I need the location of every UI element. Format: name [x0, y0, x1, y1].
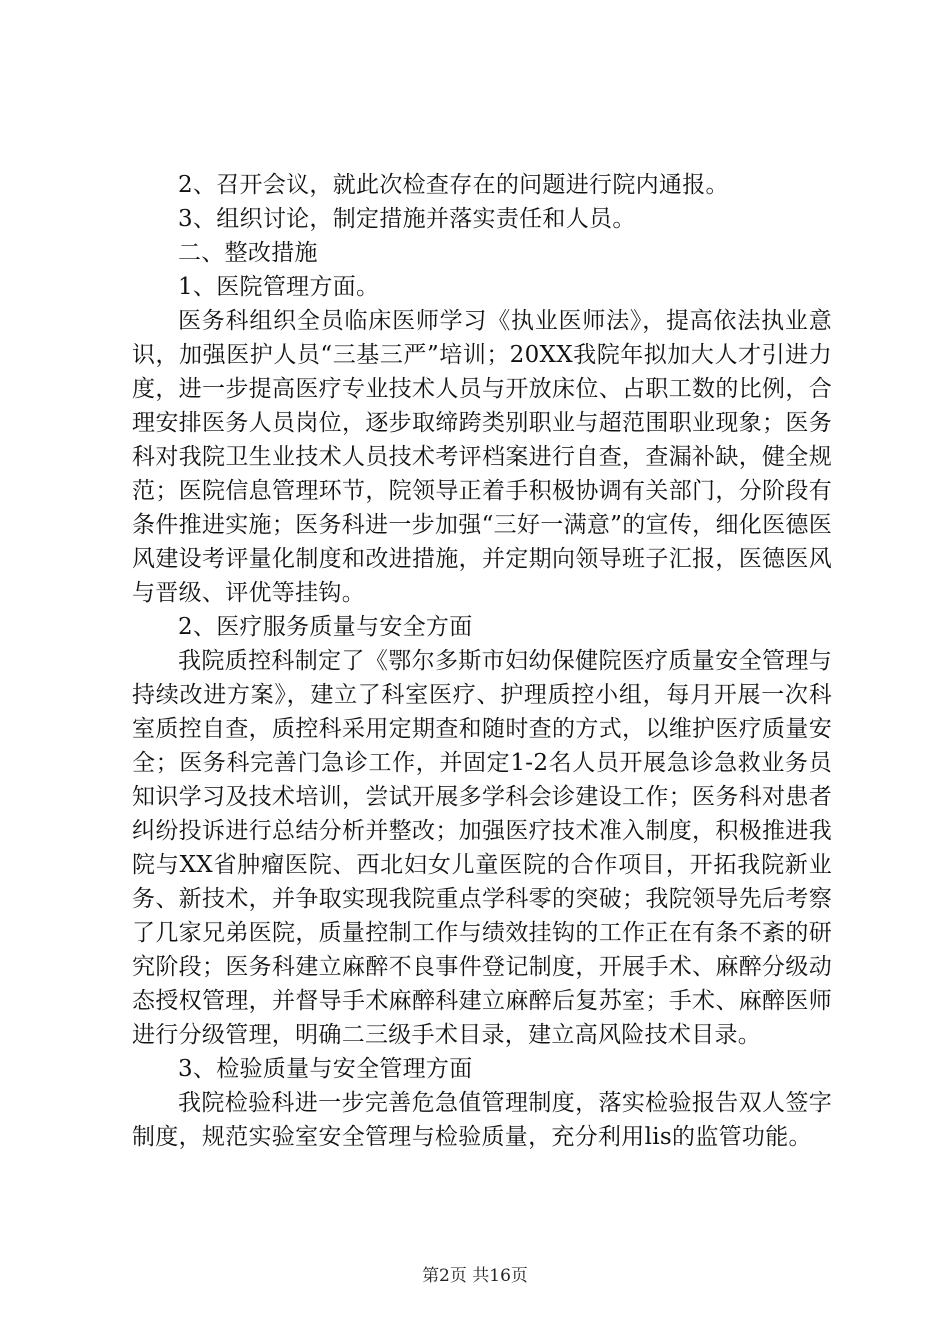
page-number-footer: 第2页 共16页	[422, 1266, 528, 1286]
subheading-medical-quality: 2、医疗服务质量与安全方面	[178, 614, 473, 640]
subheading-hospital-management: 1、医院管理方面。	[178, 274, 380, 300]
paragraph-hospital-management: 医务科组织全员临床医师学习《执业医师法》，提高依法执业意识，加强医护人员“三基三严”培训；20XX我院年拟加大人才引进力度，进一步提高医疗专业技术人员与开放床位、占职工数的比例，合理安排医务人员岗位，逐步取缔跨类别职业与超范围职业现象；医务科对我院卫生业技术人员技术考评档案进行自查，查漏补缺，健全规范；医院信息管理环节，院领导正着手积极协调有关部门，分阶段有条件推进实施；医务科进一步加强“三好一满意”的宣传，细化医德医风建设考评量化制度和改进措施，并定期向领导班子汇报，医德医风与晋级、评优等挂钩。	[132, 308, 832, 606]
paragraph-meeting: 2、召开会议，就此次检查存在的问题进行院内通报。	[178, 172, 729, 198]
paragraph-discussion: 3、组织讨论，制定措施并落实责任和人员。	[178, 206, 636, 232]
subheading-lab-quality: 3、检验质量与安全管理方面	[178, 1056, 473, 1082]
paragraph-medical-quality: 我院质控科制定了《鄂尔多斯市妇幼保健院医疗质量安全管理与持续改进方案》，建立了科室医疗、护理质控小组，每月开展一次科室质控自查，质控科采用定期查和随时查的方式，以维护医疗质量安全；医务科完善门急诊工作，并固定1-2名人员开展急诊急救业务员知识学习及技术培训，尝试开展多学科会诊建设工作；医务科对患者纠纷投诉进行总结分析并整改；加强医疗技术准入制度，积极推进我院与XX省肿瘤医院、西北妇女儿童医院的合作项目，开拓我院新业务、新技术，并争取实现我院重点学科零的突破；我院领导先后考察了几家兄弟医院，质量控制工作与绩效挂钩的工作正在有条不紊的研究阶段；医务科建立麻醉不良事件登记制度，开展手术、麻醉分级动态授权管理，并督导手术麻醉科建立麻醉后复苏室；手术、麻醉医师进行分级管理，明确二三级手术目录，建立高风险技术目录。	[132, 648, 832, 1048]
section-heading-rectification: 二、整改措施	[178, 240, 318, 266]
paragraph-lab-quality: 我院检验科进一步完善危急值管理制度，落实检验报告双人签字制度，规范实验室安全管理与检验质量，充分利用lis的监管功能。	[132, 1090, 832, 1150]
document-body	[132, 168, 832, 1154]
